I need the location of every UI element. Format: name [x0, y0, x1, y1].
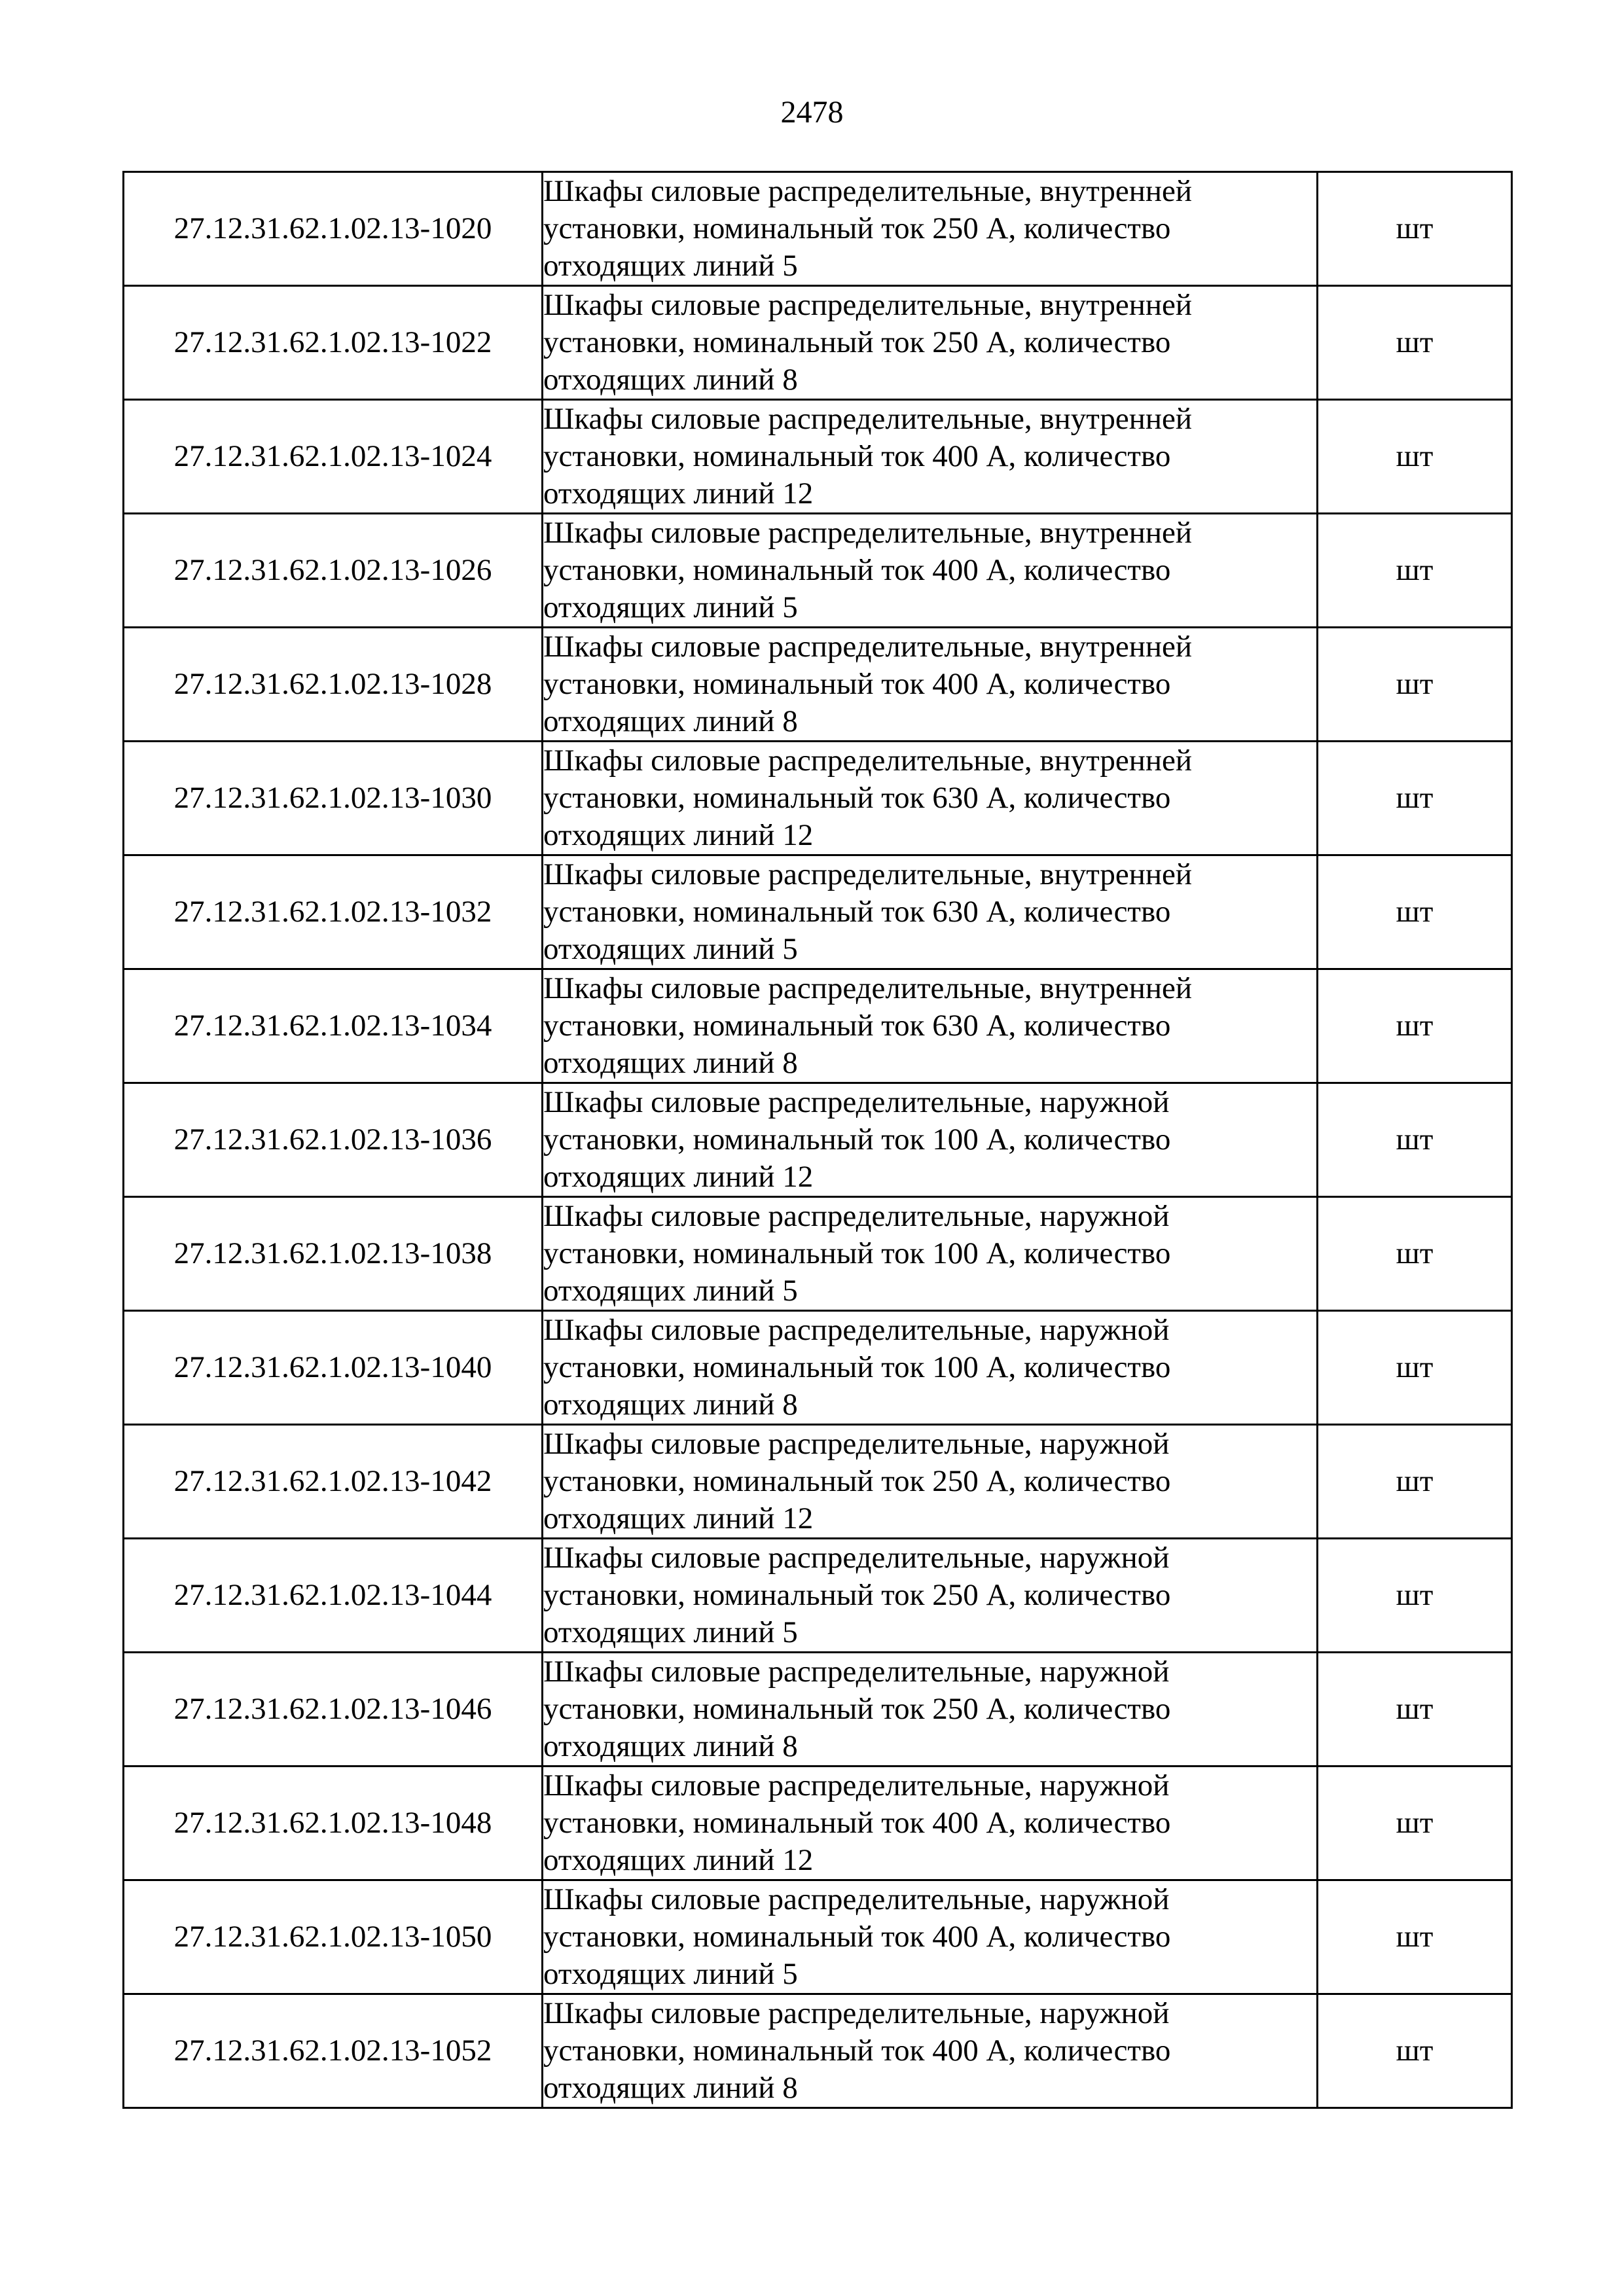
- table-row: [124, 514, 1512, 628]
- description-line: Шкафы силовые распределительные, внутренней: [543, 857, 1193, 891]
- description-line: Шкафы силовые распределительные, внутренней: [543, 630, 1193, 664]
- resource-description-cell: [543, 742, 1318, 855]
- description-line: установки, номинальный ток 630 А, количество: [543, 1009, 1171, 1043]
- description-line: отходящих линий 5: [543, 1274, 798, 1308]
- table-row: [124, 1653, 1512, 1767]
- description-line: отходящих линий 12: [543, 1843, 814, 1877]
- description-line: отходящих линий 8: [543, 704, 798, 738]
- description-line: установки, номинальный ток 250 А, количество: [543, 1692, 1171, 1726]
- resource-code-cell: 27.12.31.62.1.02.13-1050: [124, 1880, 543, 1994]
- resource-description-cell: [543, 1539, 1318, 1653]
- table-row: [124, 628, 1512, 742]
- description-line: установки, номинальный ток 400 А, количество: [543, 1920, 1171, 1954]
- resource-description-cell: [543, 628, 1318, 742]
- table-row: [124, 1994, 1512, 2108]
- description-line: установки, номинальный ток 400 А, количество: [543, 553, 1171, 587]
- resource-code-cell: 27.12.31.62.1.02.13-1036: [124, 1083, 543, 1197]
- table-row: [124, 855, 1512, 969]
- unit-cell: шт: [1318, 1880, 1512, 1994]
- description-line: установки, номинальный ток 250 А, количество: [543, 211, 1171, 245]
- description-line: Шкафы силовые распределительные, наружной: [543, 1313, 1170, 1347]
- description-line: Шкафы силовые распределительные, внутренней: [543, 971, 1193, 1005]
- resource-description-cell: [543, 514, 1318, 628]
- unit-cell: шт: [1318, 628, 1512, 742]
- unit-cell: шт: [1318, 1653, 1512, 1767]
- resource-description-cell: [543, 286, 1318, 400]
- page-number: 2478: [780, 95, 844, 130]
- unit-cell: шт: [1318, 172, 1512, 286]
- resource-code-cell: 27.12.31.62.1.02.13-1042: [124, 1425, 543, 1539]
- description-line: отходящих линий 8: [543, 363, 798, 397]
- description-line: отходящих линий 8: [543, 1729, 798, 1763]
- description-line: отходящих линий 8: [543, 1388, 798, 1422]
- resource-code-cell: 27.12.31.62.1.02.13-1026: [124, 514, 543, 628]
- description-line: установки, номинальный ток 250 А, количество: [543, 1464, 1171, 1498]
- unit-cell: шт: [1318, 1994, 1512, 2108]
- description-line: установки, номинальный ток 630 А, количество: [543, 781, 1171, 815]
- table-row: [124, 286, 1512, 400]
- unit-cell: шт: [1318, 1083, 1512, 1197]
- description-line: установки, номинальный ток 250 А, количество: [543, 325, 1171, 359]
- description-line: установки, номинальный ток 400 А, количество: [543, 2034, 1171, 2068]
- description-line: Шкафы силовые распределительные, наружной: [543, 1541, 1170, 1575]
- resource-description-cell: [543, 1083, 1318, 1197]
- resource-code-cell: 27.12.31.62.1.02.13-1030: [124, 742, 543, 855]
- description-line: отходящих линий 12: [543, 818, 814, 852]
- description-line: Шкафы силовые распределительные, наружной: [543, 1768, 1170, 1803]
- resource-code-cell: 27.12.31.62.1.02.13-1024: [124, 400, 543, 514]
- description-line: Шкафы силовые распределительные, внутренней: [543, 288, 1193, 322]
- resource-code-cell: 27.12.31.62.1.02.13-1020: [124, 172, 543, 286]
- description-line: отходящих линий 12: [543, 476, 814, 511]
- unit-cell: шт: [1318, 400, 1512, 514]
- resource-code-cell: 27.12.31.62.1.02.13-1022: [124, 286, 543, 400]
- unit-cell: шт: [1318, 286, 1512, 400]
- description-line: установки, номинальный ток 400 А, количество: [543, 667, 1171, 701]
- table-row: [124, 400, 1512, 514]
- description-line: Шкафы силовые распределительные, наружной: [543, 1655, 1170, 1689]
- description-line: отходящих линий 12: [543, 1160, 814, 1194]
- resource-description-cell: [543, 1880, 1318, 1994]
- description-line: отходящих линий 8: [543, 1046, 798, 1080]
- description-line: Шкафы силовые распределительные, внутренней: [543, 516, 1193, 550]
- unit-cell: шт: [1318, 1767, 1512, 1880]
- resource-description-cell: [543, 1994, 1318, 2108]
- table-row: [124, 1083, 1512, 1197]
- description-line: установки, номинальный ток 630 А, количество: [543, 895, 1171, 929]
- resource-description-cell: [543, 855, 1318, 969]
- resource-description-cell: [543, 172, 1318, 286]
- unit-cell: шт: [1318, 514, 1512, 628]
- resource-description-cell: [543, 1311, 1318, 1425]
- unit-cell: шт: [1318, 969, 1512, 1083]
- table-row: [124, 1311, 1512, 1425]
- unit-cell: шт: [1318, 1197, 1512, 1311]
- description-line: Шкафы силовые распределительные, внутренней: [543, 744, 1193, 778]
- description-line: установки, номинальный ток 400 А, количество: [543, 1806, 1171, 1840]
- resource-code-cell: 27.12.31.62.1.02.13-1048: [124, 1767, 543, 1880]
- resource-code-cell: 27.12.31.62.1.02.13-1044: [124, 1539, 543, 1653]
- description-line: Шкафы силовые распределительные, наружной: [543, 1085, 1170, 1119]
- description-line: установки, номинальный ток 100 А, количество: [543, 1122, 1171, 1157]
- table-row: [124, 1880, 1512, 1994]
- resource-description-cell: [543, 400, 1318, 514]
- resource-code-cell: 27.12.31.62.1.02.13-1028: [124, 628, 543, 742]
- resource-table: [122, 171, 1513, 2109]
- resource-description-cell: [543, 1197, 1318, 1311]
- description-line: отходящих линий 8: [543, 2071, 798, 2105]
- description-line: отходящих линий 12: [543, 1501, 814, 1535]
- description-line: отходящих линий 5: [543, 932, 798, 966]
- resource-description-cell: [543, 1425, 1318, 1539]
- table-row: [124, 1539, 1512, 1653]
- unit-cell: шт: [1318, 855, 1512, 969]
- resource-code-cell: 27.12.31.62.1.02.13-1040: [124, 1311, 543, 1425]
- table-row: [124, 742, 1512, 855]
- description-line: отходящих линий 5: [543, 1957, 798, 1991]
- resource-code-cell: 27.12.31.62.1.02.13-1038: [124, 1197, 543, 1311]
- description-line: установки, номинальный ток 100 А, количество: [543, 1350, 1171, 1384]
- table-row: [124, 1197, 1512, 1311]
- description-line: отходящих линий 5: [543, 590, 798, 624]
- unit-cell: шт: [1318, 1311, 1512, 1425]
- description-line: Шкафы силовые распределительные, наружной: [543, 1882, 1170, 1916]
- resource-description-cell: [543, 1767, 1318, 1880]
- resource-description-cell: [543, 969, 1318, 1083]
- unit-cell: шт: [1318, 1425, 1512, 1539]
- unit-cell: шт: [1318, 1539, 1512, 1653]
- description-line: отходящих линий 5: [543, 1615, 798, 1649]
- unit-cell: шт: [1318, 742, 1512, 855]
- description-line: Шкафы силовые распределительные, наружной: [543, 1427, 1170, 1461]
- table-row: [124, 1767, 1512, 1880]
- table-row: [124, 172, 1512, 286]
- table-row: [124, 969, 1512, 1083]
- description-line: Шкафы силовые распределительные, внутренней: [543, 174, 1193, 208]
- resource-description-cell: [543, 1653, 1318, 1767]
- description-line: установки, номинальный ток 100 А, количество: [543, 1236, 1171, 1270]
- description-line: отходящих линий 5: [543, 249, 798, 283]
- resource-code-cell: 27.12.31.62.1.02.13-1032: [124, 855, 543, 969]
- description-line: установки, номинальный ток 400 А, количество: [543, 439, 1171, 473]
- description-line: Шкафы силовые распределительные, наружной: [543, 1199, 1170, 1233]
- description-line: Шкафы силовые распределительные, внутренней: [543, 402, 1193, 436]
- description-line: установки, номинальный ток 250 А, количество: [543, 1578, 1171, 1612]
- table-row: [124, 1425, 1512, 1539]
- resource-code-cell: 27.12.31.62.1.02.13-1052: [124, 1994, 543, 2108]
- description-line: Шкафы силовые распределительные, наружной: [543, 1996, 1170, 2030]
- table-body: [124, 172, 1512, 2108]
- resource-code-cell: 27.12.31.62.1.02.13-1034: [124, 969, 543, 1083]
- resource-code-cell: 27.12.31.62.1.02.13-1046: [124, 1653, 543, 1767]
